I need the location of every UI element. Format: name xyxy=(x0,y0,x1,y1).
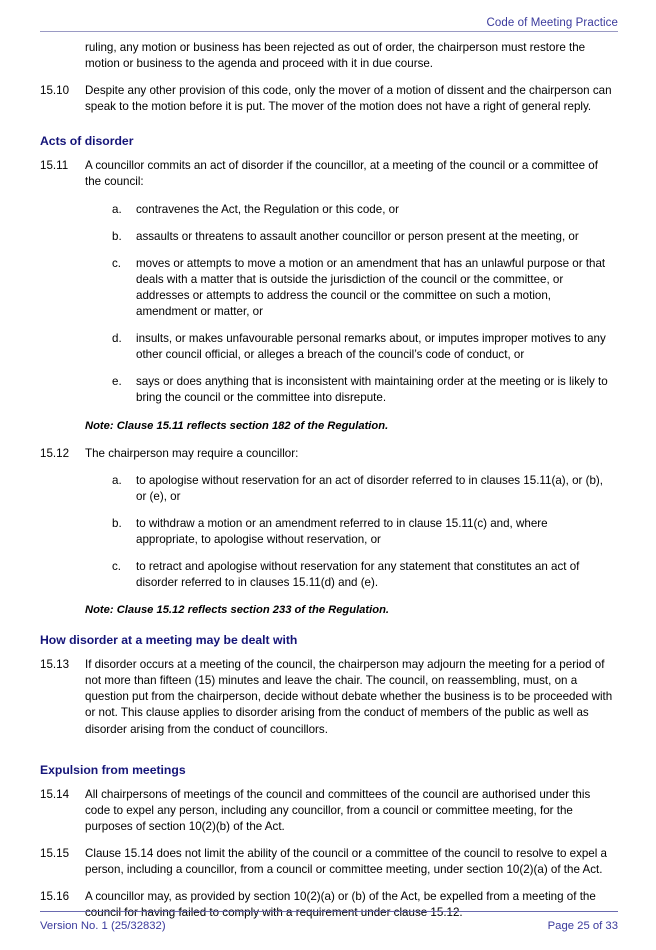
clause-15-11-text: A councillor commits an act of disorder if the councillor, at a meeting of the council or a committee of the council: xyxy=(85,159,598,189)
clause-15-10-number: 15.10 xyxy=(40,84,70,98)
spacer xyxy=(0,749,656,762)
clause-15-11-item-c xyxy=(0,256,656,320)
clause-15-14-text: All chairpersons of meetings of the council and committees of the council are authorised under this code to expel any person, including any councillor, from a council or committee meeting, for the purposes of section 10(2)(b) of the Act. xyxy=(85,787,591,833)
list-item-text: assaults or threatens to assault another councillor or person present at the meeting, or xyxy=(136,229,579,243)
note-clause-15-12: Note: Clause 15.12 reflects section 233 of the Regulation. xyxy=(85,604,390,617)
spacer xyxy=(0,126,656,133)
clause-15-10-text: Despite any other provision of this code, only the mover of a motion of dissent and the chairperson can speak to the motion before it is put. The mover of the motion does not have a right of general reply. xyxy=(85,84,612,114)
clause-15-12 xyxy=(0,446,656,462)
continuation-paragraph xyxy=(0,40,656,72)
footer-divider xyxy=(40,911,618,912)
continuation-text: ruling, any motion or business has been rejected as out of order, the chairperson must restore the motion or business to the agenda and proceed with it in due course. xyxy=(85,41,586,71)
list-item-letter: c. xyxy=(112,256,122,270)
clause-15-14 xyxy=(0,787,656,835)
list-item-text: to withdraw a motion or an amendment referred to in clause 15.11(c) and, where appropriate, to apologise without reservation, or xyxy=(136,516,548,546)
footer-page-number: Page 25 of 33 xyxy=(547,920,618,932)
clause-15-14-number: 15.14 xyxy=(40,787,70,801)
clause-15-12-text: The chairperson may require a councillor: xyxy=(85,446,299,460)
heading-how-disorder-dealt-with: How disorder at a meeting may be dealt with xyxy=(40,633,298,648)
heading-acts-of-disorder: Acts of disorder xyxy=(40,134,134,149)
footer-version: Version No. 1 (25/32832) xyxy=(40,920,166,932)
clause-15-11-item-a xyxy=(0,202,656,218)
clause-15-13-number: 15.13 xyxy=(40,658,70,672)
list-item-letter: b. xyxy=(112,516,122,530)
clause-15-15-text: Clause 15.14 does not limit the ability of the council or a committee of the council to resolve to expel a person, including a councillor, from a council or committee meeting, under section 10(2)(a) of the Act. xyxy=(85,846,608,876)
list-item-text: to apologise without reservation for an act of disorder referred to in clauses 15.11(a), or (b), or (e), or xyxy=(136,473,603,503)
clause-15-11-item-d xyxy=(0,331,656,363)
list-item-letter: c. xyxy=(112,559,122,573)
list-item-text: insults, or makes unfavourable personal remarks about, or imputes improper motives to any other council official, or alleges a breach of the council’s code of conduct, or xyxy=(136,332,606,362)
clause-15-12-item-a xyxy=(0,473,656,505)
list-item-text: says or does anything that is inconsistent with maintaining order at the meeting or is likely to bring the council or the committee into disrepute. xyxy=(136,375,608,405)
page-header xyxy=(40,13,618,31)
clause-15-16-number: 15.16 xyxy=(40,890,70,904)
list-item-text: to retract and apologise without reservation for any statement that constitutes an act of disorder referred to in clauses 15.11(d) and (e). xyxy=(136,559,580,590)
clause-15-15 xyxy=(0,846,656,878)
clause-15-12-number: 15.12 xyxy=(40,446,70,460)
clause-15-16-text: A councillor may, as provided by section 10(2)(a) or (b) of the Act, be expelled from a meeting of the council for having failed to comply with a requirement under clause 15.12. xyxy=(85,890,596,920)
note-clause-15-11: Note: Clause 15.11 reflects section 182 of the Regulation. xyxy=(85,419,389,432)
clause-15-15-number: 15.15 xyxy=(40,846,70,860)
clause-15-11-item-e xyxy=(0,374,656,406)
header-title: Code of Meeting Practice xyxy=(486,17,618,29)
clause-15-11 xyxy=(0,158,656,190)
clause-15-12-item-c xyxy=(0,559,656,591)
clause-15-12-item-b xyxy=(0,516,656,548)
clause-15-11-item-b xyxy=(0,229,656,245)
page-content xyxy=(0,40,656,932)
list-item-letter: b. xyxy=(112,229,122,243)
clause-15-16 xyxy=(0,889,656,921)
clause-15-13-text: If disorder occurs at a meeting of the council, the chairperson may adjourn the meeting for a period of not more than fifteen (15) minutes and leave the chair. The council, on reassembling, must, on a question put from the chairperson, decide without debate whether the business is to be proceeded with or not. This clause applies to disorder arising from the conduct of members of the public as well as disorder arising from the conduct of councillors. xyxy=(85,658,613,736)
list-item-text: moves or attempts to move a motion or an amendment that has an unlawful purpose or that deals with a matter that is outside the jurisdiction of the council or the committee, or addresses or attempts to address the council or the committee on such a motion, amendment or matter, or xyxy=(136,256,606,319)
list-item-letter: a. xyxy=(112,473,122,487)
clause-15-11-number: 15.11 xyxy=(40,159,69,173)
list-item-letter: e. xyxy=(112,375,122,389)
clause-15-10 xyxy=(0,83,656,115)
heading-expulsion-from-meetings: Expulsion from meetings xyxy=(40,762,186,777)
list-item-text: contravenes the Act, the Regulation or this code, or xyxy=(136,202,399,216)
list-item-letter: d. xyxy=(112,332,122,346)
clause-15-13 xyxy=(0,657,656,737)
header-divider xyxy=(40,31,618,32)
page-footer xyxy=(40,919,618,934)
list-item-letter: a. xyxy=(112,202,122,216)
